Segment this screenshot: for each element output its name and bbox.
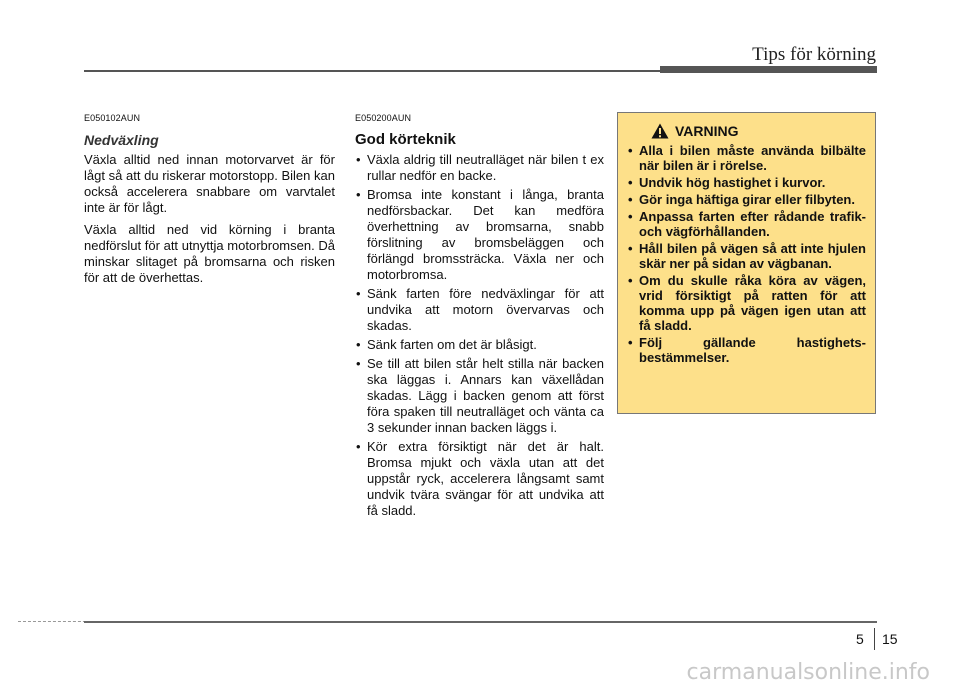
- list-item: • Kör extra försiktigt när det är halt. Bromsa mjukt och växla utan att det uppstår ryck, accelerera långsamt samt undvik tvära svängar för att undvika att få sladd.: [355, 439, 604, 519]
- page-number-divider: [874, 628, 875, 650]
- page-number: 15: [882, 631, 898, 647]
- paragraph: Växla alltid ned innan motorvarvet är för lågt så att du riskerar motorstopp. Bilen kan också accelerera snabbare om varvtalet inte är för lågt.: [84, 152, 335, 215]
- watermark: carmanualsonline.info: [686, 660, 930, 685]
- warning-list: [627, 143, 866, 365]
- warning-header: [651, 123, 866, 139]
- page-header-title: Tips för körning: [752, 44, 876, 65]
- list-item: • Sänk farten före nedväxlingar för att undvika att motorn övervarvas och skadas.: [355, 286, 604, 334]
- list-item: • Sänk farten om det är blåsigt.: [355, 337, 604, 353]
- list-item: • Gör inga häftiga girar eller filbyten.: [627, 192, 866, 207]
- warning-box: [617, 112, 876, 414]
- section-subheading: Nedväxling: [84, 132, 159, 148]
- section-code: E050102AUN: [84, 113, 141, 123]
- tips-list: [355, 152, 604, 519]
- warning-triangle-icon: [651, 123, 669, 139]
- section-heading: God körteknik: [355, 131, 456, 148]
- section-code: E050200AUN: [355, 113, 412, 123]
- list-item: • Om du skulle råka köra av vägen, vrid försiktigt på ratten för att komma upp på vägen igen utan att få sladd.: [627, 273, 866, 333]
- list-item: • Bromsa inte konstant i långa, branta nedförsbackar. Det kan medföra överhettning av bromsarna, snabb förslitning av bromsbeläggen och förlängd bromssträcka. Växla ner och motorbromsa.: [355, 187, 604, 283]
- paragraph: Växla alltid ned vid körning i branta nedförslut för att utnyttja motorbromsen. Då minskar slitaget på bromsarna och risken för att de överhettas.: [84, 222, 335, 285]
- list-item: • Följ gällande hastighets-bestämmelser.: [627, 335, 866, 365]
- list-item: • Se till att bilen står helt stilla när backen ska läggas i. Annars kan växellådan skadas. Lägg i backen genom att först föra spaken till neutralläget och vänta ca 3 sekunder innan backen läggs i.: [355, 356, 604, 436]
- middle-column: [355, 110, 604, 522]
- header-rule-accent: [660, 66, 877, 73]
- left-column: [84, 110, 335, 292]
- footer-rule: [84, 621, 877, 623]
- list-item: • Håll bilen på vägen så att inte hjulen skär ner på sidan av vägbanan.: [627, 241, 866, 271]
- list-item: • Anpassa farten efter rådande trafik- och vägförhållanden.: [627, 209, 866, 239]
- list-item: • Växla aldrig till neutralläget när bilen t ex rullar nedför en backe.: [355, 152, 604, 184]
- chapter-number: 5: [856, 631, 864, 647]
- list-item: • Alla i bilen måste använda bilbälte när bilen är i rörelse.: [627, 143, 866, 173]
- list-item: • Undvik hög hastighet i kurvor.: [627, 175, 866, 190]
- warning-title: VARNING: [675, 122, 739, 139]
